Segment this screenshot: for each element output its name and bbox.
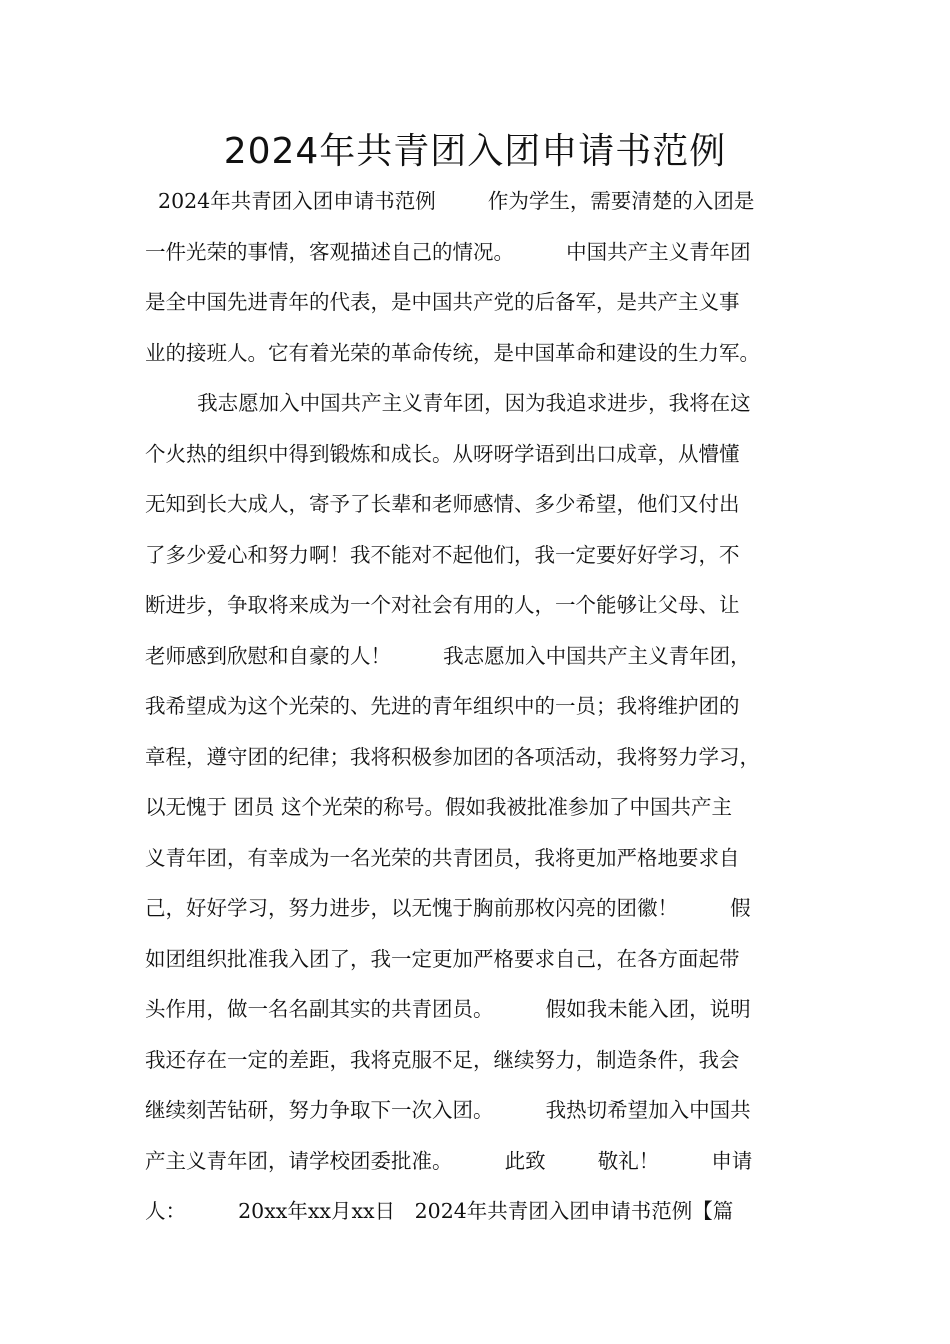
document-title: 2024年共青团入团申请书范例 xyxy=(223,131,727,172)
body-line: 个火热的组织中得到锻炼和成长。从呀呀学语到出口成章，从懵懂 xyxy=(145,441,740,466)
body-line: 我志愿加入中国共产主义青年团，因为我追求进步，我将在这 xyxy=(145,391,751,415)
body-line: 了多少爱心和努力啊！我不能对不起他们，我一定要好好学习，不 xyxy=(145,542,740,567)
body-line: 无知到长大成人，寄予了长辈和老师感情、多少希望，他们又付出 xyxy=(145,492,740,516)
body-line: 人： 20xx年xx月xx日 2024年共青团入团申请书范例【篇 xyxy=(145,1199,734,1223)
body-line: 一件光荣的事情，客观描述自己的情况。 中国共产主义青年团 xyxy=(145,239,751,264)
body-line: 2024年共青团入团申请书范例 作为学生，需要清楚的入团是 xyxy=(145,189,755,213)
body-line: 我还存在一定的差距，我将克服不足，继续努力，制造条件，我会 xyxy=(145,1047,740,1072)
body-line: 如团组织批准我入团了，我一定更加严格要求自己，在各方面起带 xyxy=(145,946,740,971)
body-line: 是全中国先进青年的代表，是中国共产党的后备军，是共产主义事 xyxy=(145,290,740,314)
body-line: 业的接班人。它有着光荣的革命传统，是中国革命和建设的生力军。 xyxy=(145,340,760,365)
body-line: 以无愧于 团员 这个光荣的称号。假如我被批准参加了中国共产主 xyxy=(145,795,733,819)
body-line: 继续刻苦钻研，努力争取下一次入团。 我热切希望加入中国共 xyxy=(145,1098,751,1122)
body-line: 产主义青年团，请学校团委批准。 此致 敬礼！ 申请 xyxy=(145,1148,753,1173)
body-line: 义青年团，有幸成为一名光荣的共青团员，我将更加严格地要求自 xyxy=(145,845,740,870)
body-line: 老师感到欣慰和自豪的人！ 我志愿加入中国共产主义青年团， xyxy=(145,643,751,668)
body-line: 章程，遵守团的纪律；我将积极参加团的各项活动，我将努力学习， xyxy=(145,744,760,769)
body-line: 我希望成为这个光荣的、先进的青年组织中的一员；我将维护团的 xyxy=(145,694,740,718)
body-line: 断进步，争取将来成为一个对社会有用的人，一个能够让父母、让 xyxy=(145,593,740,617)
body-line: 己，好好学习，努力进步，以无愧于胸前那枚闪亮的团徽！ 假 xyxy=(145,896,751,920)
document-body xyxy=(145,181,825,1242)
body-line: 头作用，做一名名副其实的共青团员。 假如我未能入团，说明 xyxy=(145,997,751,1021)
